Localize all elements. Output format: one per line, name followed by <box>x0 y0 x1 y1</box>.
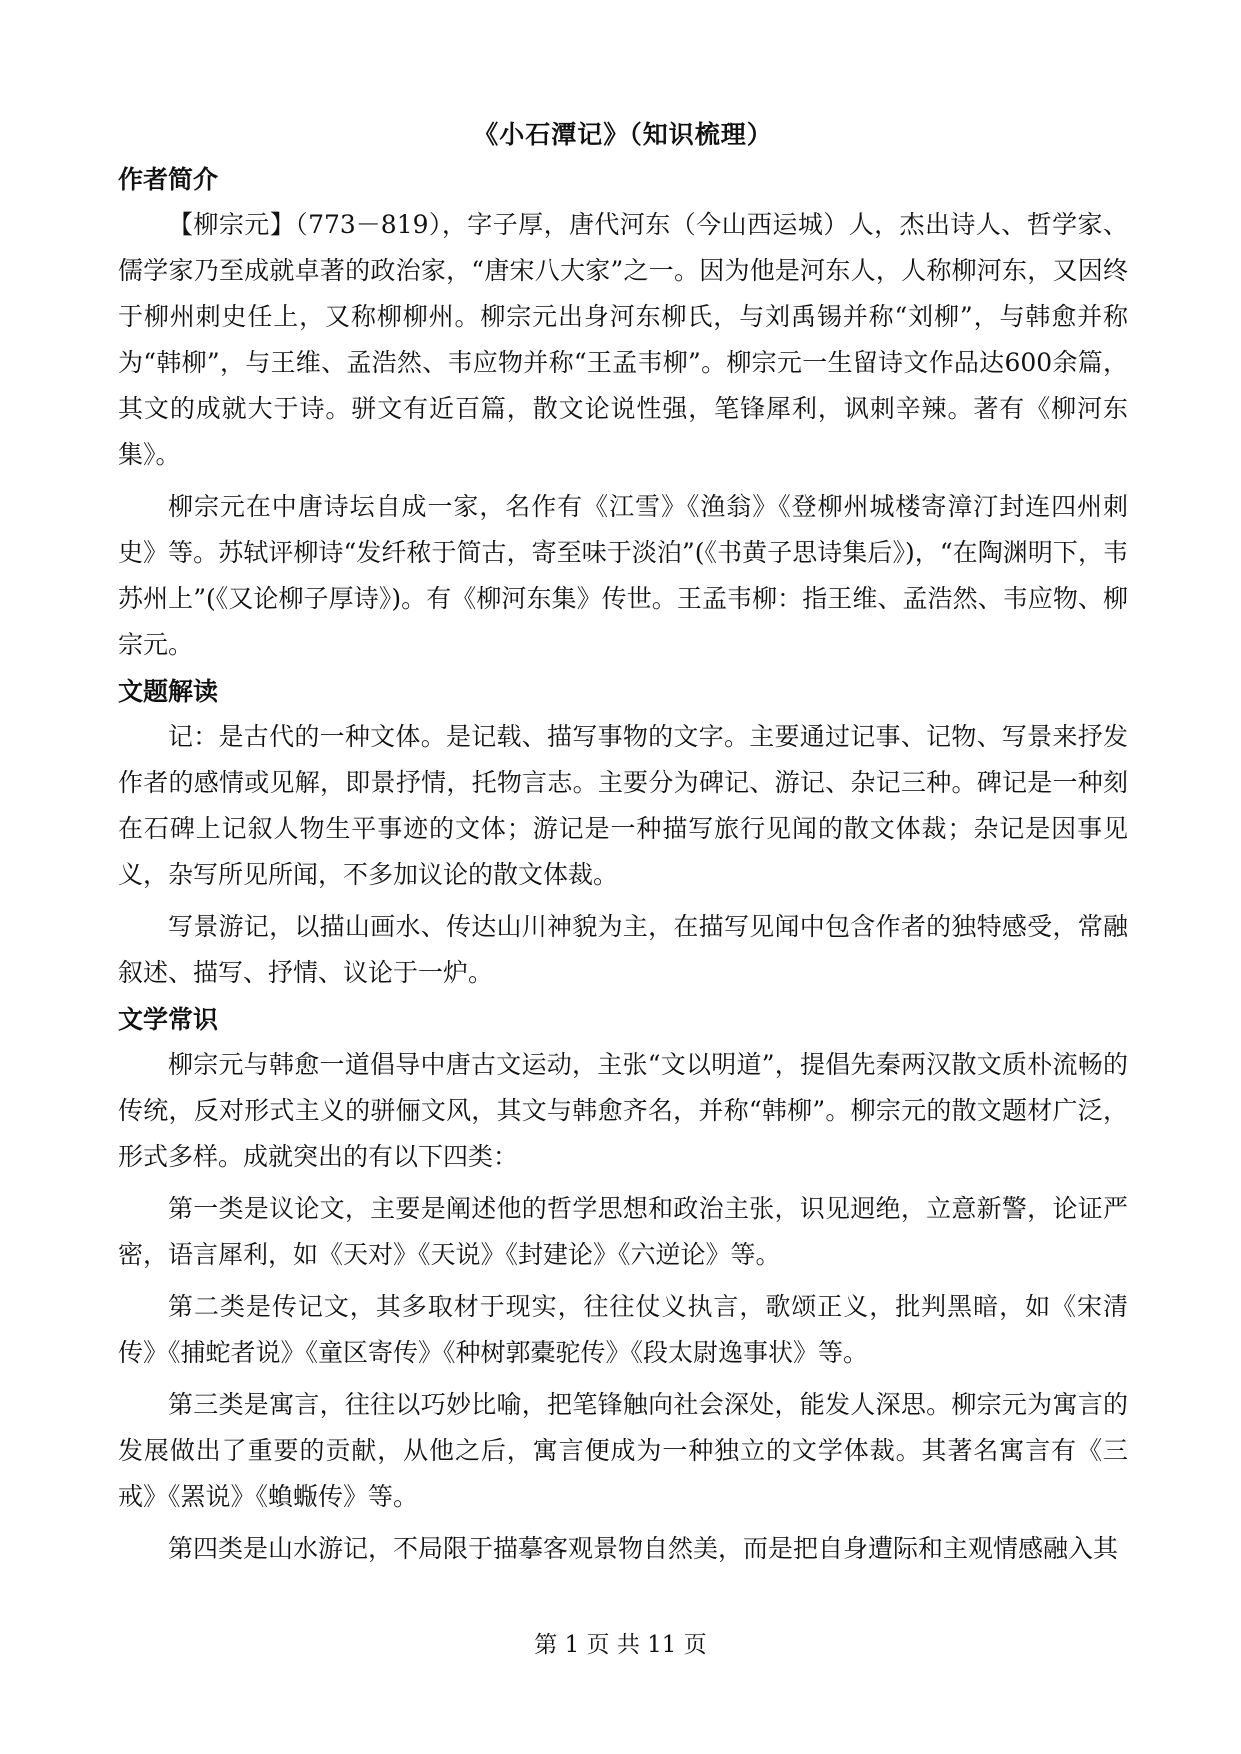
paragraph: 第二类是传记文，其多取材于现实，往往仗义执言，歌颂正义，批判黑暗，如《宋清传》《捕蛇者说》《童区寄传》《种树郭橐驼传》《段太尉逸事状》等。 <box>118 1292 1128 1367</box>
paragraph: 【柳宗元】（773－819），字子厚，唐代河东（今山西运城）人，杰出诗人、哲学家、儒学家乃至成就卓著的政治家，“唐宋八大家”之一。因为他是河东人，人称柳河东，又因终于柳州刺史任上，又称柳柳州。柳宗元出身河东柳氏，与刘禹锡并称“刘柳”，与韩愈并称为“韩柳”，与王维、孟浩然、韦应物并称“王孟韦柳”。柳宗元一生留诗文作品达600余篇，其文的成就大于诗。骈文有近百篇，散文论说性强，笔锋犀利，讽刺辛辣。著有《柳河东集》。 <box>118 210 1128 469</box>
section-literary-knowledge <box>118 1002 1128 1572</box>
paragraph: 柳宗元与韩愈一道倡导中唐古文运动，主张“文以明道”，提倡先秦两汉散文质朴流畅的传统，反对形式主义的骈俪文风，其文与韩愈齐名，并称“韩柳”。柳宗元的散文题材广泛，形式多样。成就突出的有以下四类： <box>118 1050 1128 1171</box>
paragraph: 第一类是议论文，主要是阐述他的哲学思想和政治主张，识见迥绝，立意新警，论证严密，语言犀利，如《天对》《天说》《封建论》《六逆论》等。 <box>118 1194 1128 1269</box>
page-number-footer: 第 1 页 共 11 页 <box>534 1632 707 1658</box>
paragraph: 第三类是寓言，往往以巧妙比喻，把笔锋触向社会深处，能发人深思。柳宗元为寓言的发展做出了重要的贡献，从他之后，寓言便成为一种独立的文学体裁。其著名寓言有《三戒》《罴说》《蝜蝂传》等。 <box>118 1390 1128 1511</box>
document-page <box>118 108 1128 1578</box>
section-author-intro <box>118 162 1128 668</box>
paragraph: 写景游记，以描山画水、传达山川神貌为主，在描写见闻中包含作者的独特感受，常融叙述、描写、抒情、议论于一炉。 <box>118 912 1128 987</box>
section-heading: 文题解读 <box>118 677 219 706</box>
paragraph: 柳宗元在中唐诗坛自成一家，名作有《江雪》《渔翁》《登柳州城楼寄漳汀封连四州刺史》等。苏轼评柳诗“发纤秾于简古，寄至味于淡泊”(《书黄子思诗集后》)，“在陶渊明下，韦苏州上”(《又论柳子厚诗》)。有《柳河东集》传世。王孟韦柳：指王维、孟浩然、韦应物、柳宗元。 <box>118 492 1128 659</box>
section-title-interpretation <box>118 674 1128 996</box>
paragraph: 第四类是山水游记，不局限于描摹客观景物自然美，而是把自身遭际和主观情感融入其 <box>168 1534 1119 1563</box>
section-heading: 文学常识 <box>118 1005 219 1034</box>
section-heading: 作者简介 <box>118 165 219 194</box>
document-title: 《小石潭记》（知识梳理） <box>473 120 773 149</box>
paragraph: 记：是古代的一种文体。是记载、描写事物的文字。主要通过记事、记物、写景来抒发作者的感情或见解，即景抒情，托物言志。主要分为碑记、游记、杂记三种。碑记是一种刻在石碑上记叙人物生平事迹的文体；游记是一种描写旅行见闻的散文体裁；杂记是因事见义，杂写所见所闻，不多加议论的散文体裁。 <box>118 722 1128 889</box>
